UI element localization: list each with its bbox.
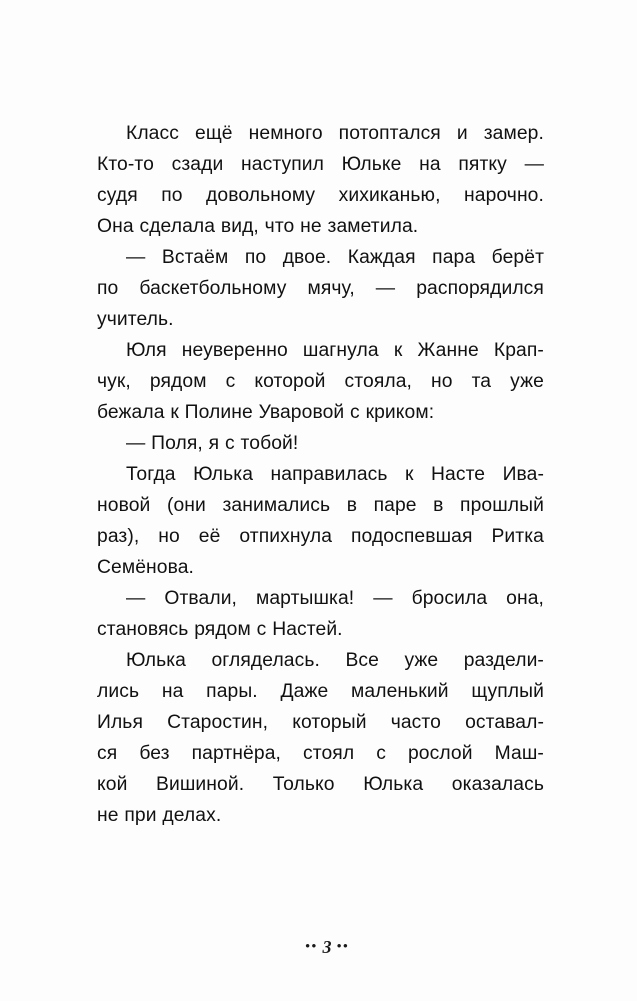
word: но xyxy=(431,371,453,392)
word: занимались xyxy=(222,495,331,516)
word: но xyxy=(158,526,180,547)
word: сзади xyxy=(171,154,224,175)
word: Юлька xyxy=(193,464,254,485)
word: партнёра, xyxy=(191,743,281,764)
word: Класс xyxy=(126,123,179,144)
folio-right-dots: •• xyxy=(336,939,350,956)
word: она, xyxy=(506,588,544,609)
word: Даже xyxy=(280,681,329,702)
word: Жанне xyxy=(417,340,479,361)
word: бежала xyxy=(97,402,165,423)
word: Крап- xyxy=(493,340,544,361)
word: с xyxy=(225,371,236,392)
word: кой xyxy=(97,774,128,795)
word: уже xyxy=(510,371,544,392)
word: часто xyxy=(390,712,441,733)
page-folio xyxy=(0,917,637,978)
text-line xyxy=(97,180,544,211)
word: на xyxy=(419,154,441,175)
word: Юля xyxy=(126,340,167,361)
word: — xyxy=(126,247,146,268)
word: наступил xyxy=(241,154,324,175)
word: Старостин, xyxy=(167,712,269,733)
word: рослой xyxy=(407,743,473,764)
word: на xyxy=(161,681,184,702)
word: баскетбольному xyxy=(139,278,287,299)
word: ся xyxy=(97,743,118,764)
word: оставал- xyxy=(465,712,544,733)
word: тобой! xyxy=(240,433,299,454)
word: пара xyxy=(432,247,476,268)
text-line xyxy=(97,676,544,707)
word: не xyxy=(300,216,322,237)
text-line xyxy=(97,490,544,521)
word: раз), xyxy=(97,526,140,547)
word: берёт xyxy=(491,247,544,268)
word: Уваровой xyxy=(258,402,345,423)
text-line xyxy=(97,149,544,180)
word: направилась xyxy=(270,464,388,485)
word: Ива- xyxy=(502,464,544,485)
word: — xyxy=(524,154,544,175)
word: пары. xyxy=(206,681,258,702)
word: по xyxy=(97,278,119,299)
word: к xyxy=(405,464,414,485)
word: и xyxy=(456,123,468,144)
word: Юльке xyxy=(341,154,402,175)
word: Каждая xyxy=(347,247,416,268)
text-line xyxy=(97,645,544,676)
word: с xyxy=(225,433,235,454)
word: (они xyxy=(166,495,206,516)
word: её xyxy=(198,526,221,547)
word: новой xyxy=(97,495,151,516)
word: огляделась. xyxy=(211,650,320,671)
word: Поля, xyxy=(151,433,203,454)
word: бросила xyxy=(411,588,488,609)
text-line xyxy=(97,366,544,397)
word: паре xyxy=(373,495,417,516)
word: Она xyxy=(97,216,134,237)
word: хихиканью, xyxy=(338,185,441,206)
word: шагнула xyxy=(302,340,379,361)
paragraph xyxy=(97,335,544,428)
text-line xyxy=(97,738,544,769)
word: стояла, xyxy=(344,371,412,392)
word: Только xyxy=(272,774,335,795)
word: стоял xyxy=(303,743,355,764)
word: становясь xyxy=(97,619,189,640)
word: неуверенно xyxy=(181,340,288,361)
word: оказалась xyxy=(451,774,544,795)
paragraph xyxy=(97,118,544,242)
text-line xyxy=(97,304,544,335)
word: лись xyxy=(97,681,140,702)
word: который xyxy=(292,712,367,733)
word: — xyxy=(126,433,146,454)
word: Все xyxy=(345,650,379,671)
paragraph xyxy=(97,645,544,831)
word: раздели- xyxy=(463,650,544,671)
word: нарочно. xyxy=(464,185,544,206)
word: отпихнула xyxy=(239,526,333,547)
page-number: 3 xyxy=(322,937,332,957)
word: в xyxy=(346,495,358,516)
word: Встаём xyxy=(161,247,229,268)
word: подоспевшая xyxy=(351,526,473,547)
body-text xyxy=(97,118,544,831)
text-line xyxy=(97,459,544,490)
word: та xyxy=(471,371,492,392)
text-line xyxy=(97,273,544,304)
text-line xyxy=(97,707,544,738)
word: с xyxy=(350,402,360,423)
word: — xyxy=(373,588,393,609)
folio-left-dots: •• xyxy=(304,939,318,956)
word: не xyxy=(97,805,119,826)
word: к xyxy=(170,402,179,423)
word: Илья xyxy=(97,712,143,733)
word: Юлька xyxy=(126,650,186,671)
word: в xyxy=(433,495,444,516)
word: мартышка! xyxy=(255,588,355,609)
word: Ритка xyxy=(491,526,544,547)
word: немного xyxy=(248,123,323,144)
word: по xyxy=(244,247,267,268)
word: судя xyxy=(97,185,138,206)
word: Семёнова. xyxy=(97,557,195,578)
word: я xyxy=(208,433,220,454)
text-line xyxy=(97,614,544,645)
word: Маш- xyxy=(494,743,544,764)
word: учитель. xyxy=(97,309,174,330)
word: рядом xyxy=(149,371,207,392)
text-line xyxy=(97,800,544,831)
word: ещё xyxy=(195,123,233,144)
paragraph xyxy=(97,428,544,459)
text-line xyxy=(97,552,544,583)
paragraph xyxy=(97,459,544,583)
word: маленький xyxy=(351,681,449,702)
word: при xyxy=(124,805,157,826)
word: Отвали, xyxy=(164,588,238,609)
word: по xyxy=(161,185,183,206)
word: Кто-то xyxy=(97,154,154,175)
text-line xyxy=(97,118,544,149)
word: Насте xyxy=(430,464,486,485)
text-line xyxy=(97,769,544,800)
word: довольному xyxy=(206,185,316,206)
word: мячу, xyxy=(307,278,355,299)
word: распорядился xyxy=(416,278,544,299)
word: без xyxy=(139,743,170,764)
word: пятку xyxy=(458,154,507,175)
text-line xyxy=(97,242,544,273)
text-line xyxy=(97,428,544,459)
text-line xyxy=(97,583,544,614)
word: — xyxy=(375,278,396,299)
word: рядом xyxy=(194,619,251,640)
word: двое. xyxy=(282,247,332,268)
text-line xyxy=(97,335,544,366)
word: Тогда xyxy=(126,464,176,485)
word: к xyxy=(393,340,403,361)
paragraph xyxy=(97,242,544,335)
word: Вишиной. xyxy=(156,774,245,795)
word: с xyxy=(376,743,386,764)
word: которой xyxy=(254,371,326,392)
paragraph xyxy=(97,583,544,645)
text-line xyxy=(97,397,544,428)
word: Полине xyxy=(184,402,253,423)
word: криком: xyxy=(365,402,435,423)
word: щуплый xyxy=(471,681,544,702)
word: Юлька xyxy=(363,774,424,795)
word: — xyxy=(126,588,146,609)
word: уже xyxy=(404,650,439,671)
word: делах. xyxy=(162,805,222,826)
word: потоптался xyxy=(338,123,441,144)
word: сделала xyxy=(139,216,216,237)
word: заметила. xyxy=(327,216,419,237)
word: прошлый xyxy=(460,495,544,516)
text-line xyxy=(97,211,544,242)
text-line xyxy=(97,521,544,552)
word: Настей. xyxy=(272,619,343,640)
word: с xyxy=(256,619,267,640)
word: замер. xyxy=(483,123,544,144)
word: что xyxy=(264,216,295,237)
word: вид, xyxy=(220,216,259,237)
word: чук, xyxy=(97,371,131,392)
